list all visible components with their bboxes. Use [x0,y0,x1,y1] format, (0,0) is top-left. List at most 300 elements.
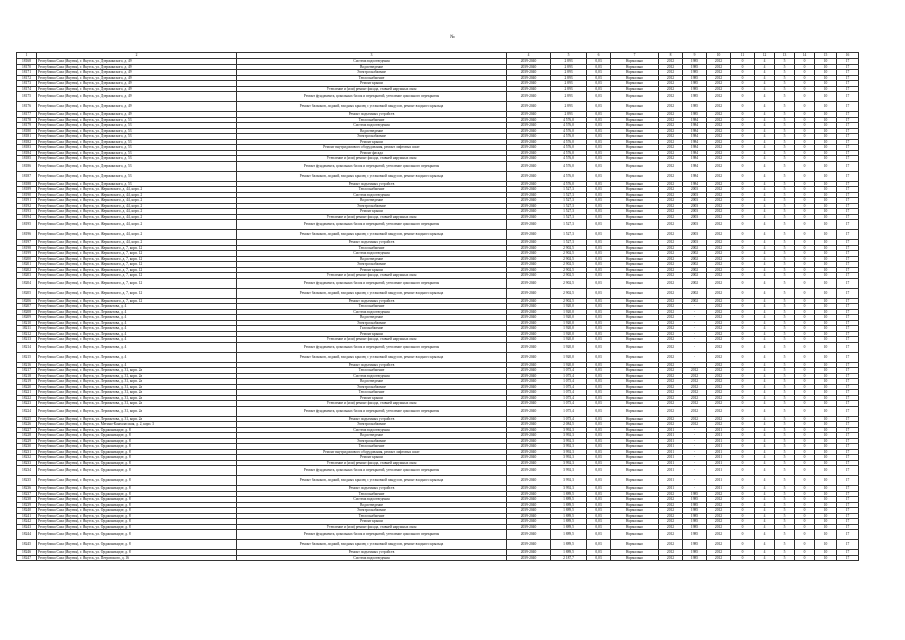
table-cell: 1984 [683,128,707,134]
table-cell: Нормально [611,513,659,519]
table-cell: 0,03 [587,368,611,374]
table-cell: 0 [731,278,755,288]
table-cell: 5 [775,92,795,102]
table-cell: 10 [815,373,837,379]
table-cell: 0,03 [587,273,611,279]
table-cell: 18228 [17,433,37,439]
table-cell: 0 [731,198,755,204]
table-cell: 2012 [707,530,731,540]
table-cell: Республика Саха (Якутия), г. Якутск, ул. Дзержинского, д. 49 [37,64,237,70]
table-cell: 0 [731,331,755,337]
table-cell: 4 [755,476,775,486]
table-cell: Республика Саха (Якутия), г. Якутск, ул. Жерновского, д. 44, корп. 2 [37,214,237,220]
table-cell: 2012 [707,59,731,65]
table-cell: 5 [775,230,795,240]
table-cell: Республика Саха (Якутия), г. Якутск, ул. Лермонтова, д. 4 [37,342,237,352]
table-cell: 2012 [683,406,707,416]
table-cell: 1 920,0 [551,342,587,352]
table-cell: 2012 [659,401,683,407]
table-cell: 2039-2040 [507,59,551,65]
table-cell: 5 [775,171,795,181]
table-cell: Нормально [611,368,659,374]
table-cell: Нормально [611,262,659,268]
table-cell: 4 [755,181,775,187]
table-cell: Ремонт фундамента, цокольных балок и перекрытий, утепление цокольного перекрытия [237,342,507,352]
table-cell: 5 [775,466,795,476]
table-cell: 10 [815,502,837,508]
table-cell: 10 [815,362,837,368]
table-cell: 4 [755,315,775,321]
table-cell: 17 [837,86,859,92]
table-cell: 2039-2040 [507,161,551,171]
table-cell: 2039-2040 [507,139,551,145]
table-cell: Теплоснабжение [237,513,507,519]
column-header: 1 [17,53,37,59]
table-cell: 10 [815,267,837,273]
table-cell: 17 [837,150,859,156]
table-cell: 0 [731,466,755,476]
table-cell: 18208 [17,309,37,315]
table-cell: - [683,320,707,326]
table-cell: 2012 [659,139,683,145]
table-cell: 4 [755,550,775,556]
table-cell: Система водоотведения [237,427,507,433]
table-cell: - [683,337,707,343]
table-cell: 2012 [659,331,683,337]
table-cell: 0,03 [587,70,611,76]
table-cell: 2012 [659,395,683,401]
table-cell: 18226 [17,422,37,428]
table-cell: 4 [755,460,775,466]
table-cell: 0 [731,304,755,310]
table-cell: 2012 [707,267,731,273]
table-cell: 0 [731,75,755,81]
table-cell: Ремонт балконов, лоджий, входных крылец с установкой пандусов, ремонт входного крыльца [237,171,507,181]
table-cell: Ремонт фундамента, цокольных балок и перекрытий, утепление цокольного перекрытия [237,92,507,102]
table-cell: 5 [775,214,795,220]
table-cell: Водоотведение [237,433,507,439]
table-row [17,540,859,550]
table-cell: 2012 [707,64,731,70]
table-cell: 0,03 [587,433,611,439]
table-cell: Нормально [611,139,659,145]
table-cell: Республика Саха (Якутия), г. Якутск, ул. Орджоникидзе, д. 8 [37,497,237,503]
table-cell: 0 [795,390,815,396]
table-cell: 5 [775,59,795,65]
table-cell: 4 576,0 [551,134,587,140]
table-cell: 2011 [659,444,683,450]
table-cell: Водоотведение [237,256,507,262]
table-cell: 1 527,3 [551,192,587,198]
table-cell: 0 [795,203,815,209]
table-cell: 18222 [17,395,37,401]
table-cell: Республика Саха (Якутия), г. Якутск, ул. Орджоникидзе, д. 8 [37,455,237,461]
table-cell: 18180 [17,128,37,134]
table-cell: 0 [731,320,755,326]
table-cell: 2002 [683,273,707,279]
table-cell: 18235 [17,476,37,486]
table-cell: 0 [795,81,815,87]
table-cell: 0 [731,342,755,352]
table-cell: 2012 [659,373,683,379]
table-cell: 4 [755,326,775,332]
table-cell: 2039-2040 [507,278,551,288]
table-cell: Республика Саха (Якутия), г. Якутск, ул. Лермонтова, д. 31, корп. 2а [37,395,237,401]
table-cell: 10 [815,181,837,187]
table-cell: 18241 [17,513,37,519]
table-cell: 10 [815,513,837,519]
table-cell: 1985 [683,102,707,112]
column-header: 13 [775,53,795,59]
table-cell: 5 [775,352,795,362]
table-cell: 10 [815,449,837,455]
table-cell: 2003 [683,187,707,193]
table-cell: 2039-2040 [507,540,551,550]
table-cell: 0 [731,395,755,401]
table-cell: Республика Саха (Якутия), г. Якутск, ул. Дзержинского, д. 53 [37,181,237,187]
table-cell: 2 902,5 [551,262,587,268]
table-cell: Республика Саха (Якутия), г. Якутск, ул. Лермонтова, д. 4 [37,304,237,310]
table-cell: 3 992,3 [551,427,587,433]
table-row [17,466,859,476]
table-cell: Республика Саха (Якутия), г. Якутск, ул. Лермонтова, д. 31, корп. 2а [37,390,237,396]
table-cell: Нормально [611,476,659,486]
table-cell: 2012 [707,331,731,337]
table-cell: 10 [815,422,837,428]
table-cell: 2012 [707,251,731,257]
table-cell: 10 [815,214,837,220]
table-cell: 0 [795,304,815,310]
table-cell: 0,03 [587,444,611,450]
table-cell: 0 [731,519,755,525]
table-cell: 2012 [659,352,683,362]
table-cell: 0 [731,555,755,561]
table-cell: 0 [795,309,815,315]
table-cell: 4 [755,187,775,193]
table-cell: 2012 [707,373,731,379]
table-cell: 5 [775,134,795,140]
table-cell: 4 [755,416,775,422]
table-cell: 10 [815,406,837,416]
table-cell: 2012 [683,373,707,379]
table-cell: 17 [837,427,859,433]
table-cell: 17 [837,449,859,455]
table-cell: 2011 [707,427,731,433]
table-cell: 1 889,5 [551,491,587,497]
table-cell: 2039-2040 [507,444,551,450]
table-cell: 2012 [659,519,683,525]
table-cell: Нормально [611,86,659,92]
table-cell: 1 889,5 [551,530,587,540]
table-cell: 5 [775,540,795,550]
table-cell: 2039-2040 [507,438,551,444]
table-cell: 2012 [659,102,683,112]
table-cell: Нормально [611,267,659,273]
table-cell: Нормально [611,530,659,540]
table-cell: 18244 [17,530,37,540]
table-cell: 2012 [659,497,683,503]
table-cell: 4 [755,102,775,112]
table-cell: 0 [795,438,815,444]
table-cell: Нормально [611,390,659,396]
table-cell: 1 889,5 [551,497,587,503]
table-cell: Ремонт подъемных устройств [237,362,507,368]
page-number: № [450,35,455,40]
table-cell: 2039-2040 [507,187,551,193]
table-cell: 0 [795,466,815,476]
table-cell: 2012 [659,288,683,298]
table-cell: 4 [755,112,775,118]
table-cell: 5 [775,433,795,439]
table-cell: 0,03 [587,171,611,181]
table-cell: 0,03 [587,524,611,530]
table-cell: 5 [775,390,795,396]
table-cell: 10 [815,352,837,362]
table-cell: 10 [815,156,837,162]
table-cell: 17 [837,273,859,279]
table-cell: 10 [815,540,837,550]
table-cell: 1 075,4 [551,384,587,390]
table-cell: 2039-2040 [507,502,551,508]
table-cell: 10 [815,245,837,251]
table-cell: 10 [815,331,837,337]
table-cell: 0 [731,171,755,181]
table-cell: 4 [755,368,775,374]
table-cell: Ремонт балконов, лоджий, входных крылец с установкой пандусов, ремонт входного крыльца [237,230,507,240]
table-cell: 0,03 [587,406,611,416]
table-cell: 0 [731,540,755,550]
table-cell: 2039-2040 [507,150,551,156]
table-cell: 0,03 [587,112,611,118]
table-cell: 2 902,5 [551,245,587,251]
table-cell: Нормально [611,438,659,444]
table-cell: 2012 [659,150,683,156]
table-cell: 2012 [659,187,683,193]
table-cell: 0,03 [587,192,611,198]
table-cell: 2002 [683,262,707,268]
table-cell: 2039-2040 [507,198,551,204]
table-cell: 2012 [659,555,683,561]
table-cell: 1 527,3 [551,240,587,246]
table-cell: Теплоснабжение [237,245,507,251]
table-cell: 4 [755,86,775,92]
table-cell: 0 [795,368,815,374]
table-cell: 1985 [683,70,707,76]
table-cell: 2012 [659,416,683,422]
table-cell: 2039-2040 [507,92,551,102]
table-cell: 0 [731,117,755,123]
table-cell: 0 [731,145,755,151]
table-cell: Нормально [611,352,659,362]
table-cell: 4 [755,508,775,514]
table-cell: 10 [815,315,837,321]
table-cell: 2 902,5 [551,267,587,273]
table-cell: 18182 [17,139,37,145]
table-cell: 2039-2040 [507,64,551,70]
table-cell: 2012 [707,519,731,525]
table-cell: Республика Саха (Якутия), г. Якутск, ул. Орджоникидзе, д. 8 [37,460,237,466]
table-cell: 4 [755,540,775,550]
table-cell: 5 [775,502,795,508]
table-cell: 1985 [683,524,707,530]
table-cell: 0,03 [587,156,611,162]
table-cell: Республика Саха (Якутия), г. Якутск, ул. Орджоникидзе, д. 8 [37,438,237,444]
table-cell: Нормально [611,444,659,450]
table-cell: 5 [775,117,795,123]
table-cell: Республика Саха (Якутия), г. Якутск, ул. Дзержинского, д. 53 [37,128,237,134]
table-cell: 2012 [683,379,707,385]
table-cell: 0 [795,550,815,556]
table-cell: 17 [837,245,859,251]
table-cell: 2012 [707,198,731,204]
table-cell: Нормально [611,203,659,209]
table-cell: 0 [731,438,755,444]
table-cell: Республика Саха (Якутия), г. Якутск, ул. Дзержинского, д. 49 [37,102,237,112]
table-cell: 0 [795,251,815,257]
table-cell: 0 [731,444,755,450]
table-cell: Водоотведение [237,64,507,70]
table-cell: 17 [837,59,859,65]
table-cell: 0,03 [587,64,611,70]
table-cell: 18184 [17,150,37,156]
table-cell: 2012 [659,273,683,279]
table-cell: 2012 [659,86,683,92]
table-cell: 2012 [707,156,731,162]
table-cell: Нормально [611,337,659,343]
table-cell: 1 889,5 [551,550,587,556]
table-cell: 2012 [659,502,683,508]
table-cell: 2012 [659,64,683,70]
table-cell: Республика Саха (Якутия), г. Якутск, ул. Орджоникидзе, д. 8 [37,550,237,556]
table-cell: Республика Саха (Якутия), г. Якутск, ул. Дзержинского, д. 53 [37,123,237,129]
table-cell: 10 [815,161,837,171]
table-cell: 1985 [683,64,707,70]
table-cell: 0 [731,64,755,70]
table-cell: Республика Саха (Якутия), г. Якутск, ул. Орджоникидзе, д. 8 [37,444,237,450]
table-cell: 10 [815,555,837,561]
table-cell: 17 [837,491,859,497]
table-cell: 18196 [17,230,37,240]
table-cell: Система водоотведения [237,251,507,257]
table-cell: Утепление и (или) ремонт фасада, ставней наружных окон [237,401,507,407]
table-cell: 4 [755,92,775,102]
table-cell: 0,03 [587,550,611,556]
table-cell: 0,03 [587,519,611,525]
table-cell: Нормально [611,540,659,550]
table-cell: 4 [755,81,775,87]
table-cell: Ремонт крыши [237,331,507,337]
table-cell: Нормально [611,214,659,220]
table-cell: 2039-2040 [507,145,551,151]
table-cell: - [683,427,707,433]
table-cell: 5 [775,368,795,374]
table-cell: 2039-2040 [507,70,551,76]
table-cell: 10 [815,460,837,466]
table-row [17,342,859,352]
table-cell: 2039-2040 [507,406,551,416]
table-cell: 2012 [659,267,683,273]
table-cell: 0 [731,251,755,257]
table-cell: 5 [775,326,795,332]
table-cell: 0 [795,278,815,288]
table-cell: 4 [755,524,775,530]
table-cell: Республика Саха (Якутия), г. Якутск, ул. Лермонтова, д. 31, корп. 2а [37,384,237,390]
table-cell: 18207 [17,304,37,310]
table-cell: 5 [775,278,795,288]
table-cell: 5 [775,476,795,486]
table-cell: 2012 [659,192,683,198]
table-cell: 0 [795,220,815,230]
table-cell: 0 [731,220,755,230]
table-cell: 4 [755,455,775,461]
table-cell: Республика Саха (Якутия), г. Якутск, ул. Лермонтова, д. 4 [37,362,237,368]
table-cell: 0,03 [587,251,611,257]
table-cell: Республика Саха (Якутия), г. Якутск, ул. Лермонтова, д. 4 [37,331,237,337]
table-cell: 5 [775,362,795,368]
table-cell: 4 576,0 [551,156,587,162]
table-cell: 18199 [17,251,37,257]
table-cell: Республика Саха (Якутия), г. Якутск, ул. Лермонтова, д. 4 [37,326,237,332]
table-cell: 2012 [659,134,683,140]
table-cell: 5 [775,373,795,379]
table-cell: Нормально [611,401,659,407]
table-cell: 1 889,5 [551,524,587,530]
table-cell: 17 [837,251,859,257]
table-cell: 17 [837,256,859,262]
table-cell: 2012 [659,309,683,315]
table-cell: Нормально [611,230,659,240]
table-cell: 2012 [683,395,707,401]
table-cell: 17 [837,278,859,288]
table-cell: 4 [755,240,775,246]
table-cell: 2012 [707,513,731,519]
table-cell: 2002 [683,278,707,288]
table-cell: 4 [755,288,775,298]
table-cell: Республика Саха (Якутия), г. Якутск, ул. Дзержинского, д. 49 [37,81,237,87]
table-cell: 17 [837,530,859,540]
table-cell: 1984 [683,139,707,145]
table-cell: 17 [837,304,859,310]
table-cell: Нормально [611,416,659,422]
table-cell: 2012 [659,315,683,321]
table-cell: Нормально [611,342,659,352]
table-cell: 0 [795,395,815,401]
table-cell: 0 [731,401,755,407]
table-cell: 0,03 [587,508,611,514]
table-cell: 2039-2040 [507,209,551,215]
table-cell: 10 [815,273,837,279]
table-cell: 4 [755,519,775,525]
table-cell: Нормально [611,75,659,81]
table-cell: Республика Саха (Якутия), г. Якутск, ул. Дзержинского, д. 53 [37,171,237,181]
table-cell: Республика Саха (Якутия), г. Якутск, ул. Дзержинского, д. 53 [37,134,237,140]
table-cell: 0 [731,156,755,162]
table-cell: 2012 [707,262,731,268]
table-cell: 17 [837,373,859,379]
table-cell: 2039-2040 [507,491,551,497]
table-cell: 4 [755,337,775,343]
table-cell: 1 920,0 [551,309,587,315]
table-cell: 18231 [17,449,37,455]
table-cell: 18212 [17,331,37,337]
table-cell: 2012 [707,75,731,81]
table-cell: Нормально [611,379,659,385]
table-cell: Нормально [611,181,659,187]
table-cell: Нормально [611,245,659,251]
table-cell: 2012 [659,81,683,87]
table-cell: 5 [775,337,795,343]
table-cell: 1 527,3 [551,214,587,220]
